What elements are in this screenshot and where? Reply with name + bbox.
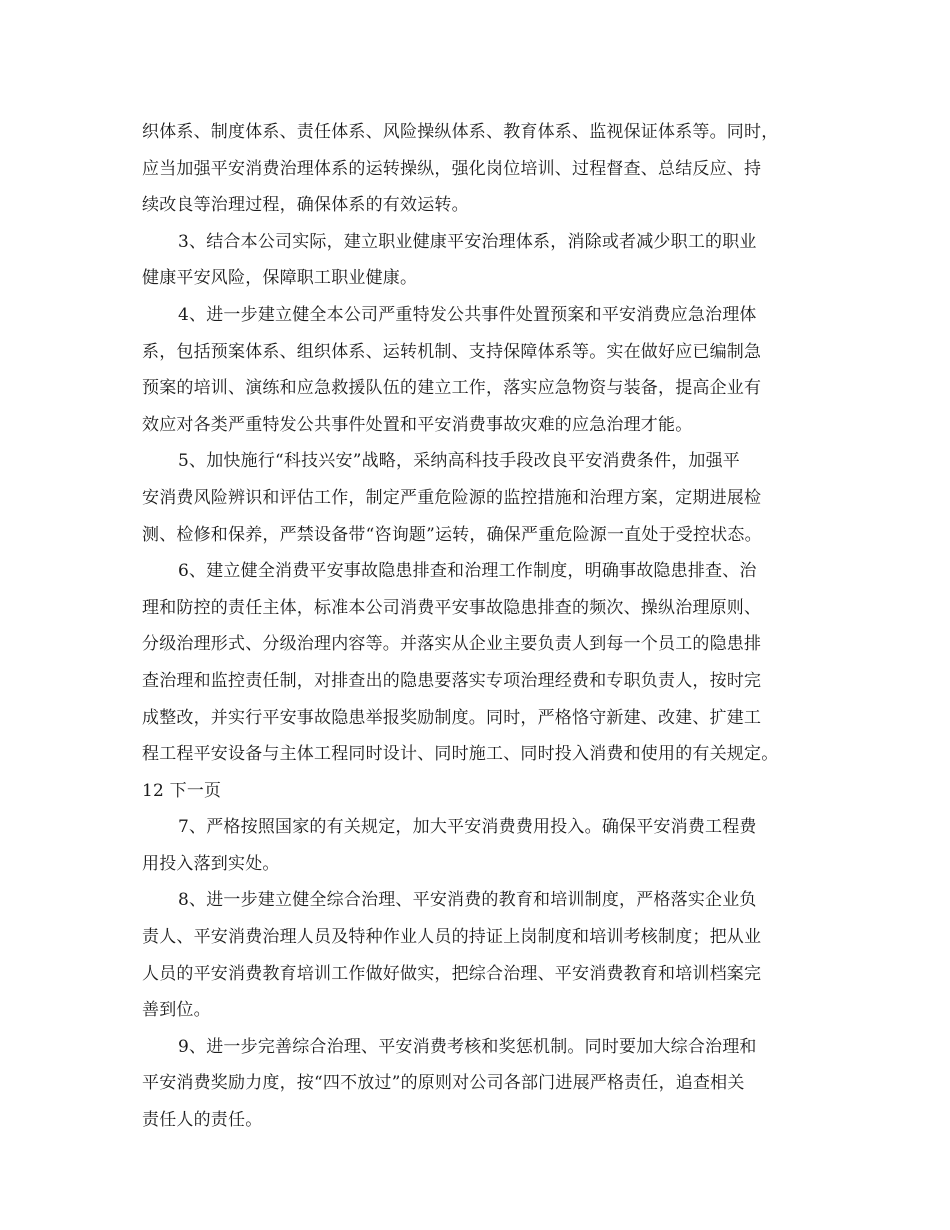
document-line: 善到位。 <box>142 1000 211 1021</box>
document-line: 用投入落到实处。 <box>142 853 280 874</box>
document-line: 3、结合本公司实际，建立职业健康平安治理体系，消除或者减少职工的职业 <box>178 231 757 252</box>
document-line: 人员的平安消费教育培训工作做好做实，把综合治理、平安消费教育和培训档案完 <box>142 963 762 984</box>
document-line: 系，包括预案体系、组织体系、运转机制、支持保障体系等。实在做好应已编制急 <box>142 341 762 362</box>
document-line: 应当加强平安消费治理体系的运转操纵，强化岗位培训、过程督查、总结反应、持 <box>142 158 762 179</box>
document-line: 成整改，并实行平安事故隐患举报奖励制度。同时，严格恪守新建、改建、扩建工 <box>142 707 762 728</box>
document-line: 5、加快施行“科技兴安”战略，采纳高科技手段改良平安消费条件，加强平 <box>178 451 740 472</box>
document-line: 理和防控的责任主体，标准本公司消费平安事故隐患排查的频次、操纵治理原则、 <box>142 597 762 618</box>
document-line: 责任人的责任。 <box>142 1110 263 1131</box>
document-line: 6、建立健全消费平安事故隐患排查和治理工作制度，明确事故隐患排查、治 <box>178 561 757 582</box>
document-line: 12 下一页 <box>142 780 222 801</box>
document-line: 查治理和监控责任制，对排查出的隐患要落实专项治理经费和专职负责人，按时完 <box>142 670 762 691</box>
document-line: 4、进一步建立健全本公司严重特发公共事件处置预案和平安消费应急治理体 <box>178 304 757 325</box>
document-line: 分级治理形式、分级治理内容等。并落实从企业主要负责人到每一个员工的隐患排 <box>142 634 762 655</box>
document-line: 效应对各类严重特发公共事件处置和平安消费事故灾难的应急治理才能。 <box>142 414 693 435</box>
document-line: 织体系、制度体系、责任体系、风险操纵体系、教育体系、监视保证体系等。同时， <box>142 122 779 142</box>
document-line: 续改良等治理过程，确保体系的有效运转。 <box>142 195 469 216</box>
document-body <box>142 114 832 1139</box>
document-line: 责人、平安消费治理人员及特种作业人员的持证上岗制度和培训考核制度；把从业 <box>142 927 762 948</box>
document-line: 健康平安风险，保障职工职业健康。 <box>142 268 418 289</box>
document-line: 安消费风险辨识和评估工作，制定严重危险源的监控措施和治理方案，定期进展检 <box>142 487 762 508</box>
document-line: 平安消费奖励力度，按“四不放过”的原则对公司各部门进展严格责任，追查相关 <box>142 1073 745 1094</box>
document-line: 程工程平安设备与主体工程同时设计、同时施工、同时投入消费和使用的有关规定。 <box>142 744 779 765</box>
document-line: 预案的培训、演练和应急救援队伍的建立工作，落实应急物资与装备，提高企业有 <box>142 378 762 399</box>
document-line: 9、进一步完善综合治理、平安消费考核和奖惩机制。同时要加大综合治理和 <box>178 1036 757 1057</box>
document-line: 8、进一步建立健全综合治理、平安消费的教育和培训制度，严格落实企业负 <box>178 890 757 911</box>
document-line: 7、严格按照国家的有关规定，加大平安消费费用投入。确保平安消费工程费 <box>178 817 757 838</box>
document-line: 测、检修和保养，严禁设备带“咨询题”运转，确保严重危险源一直处于受控状态。 <box>142 524 762 545</box>
